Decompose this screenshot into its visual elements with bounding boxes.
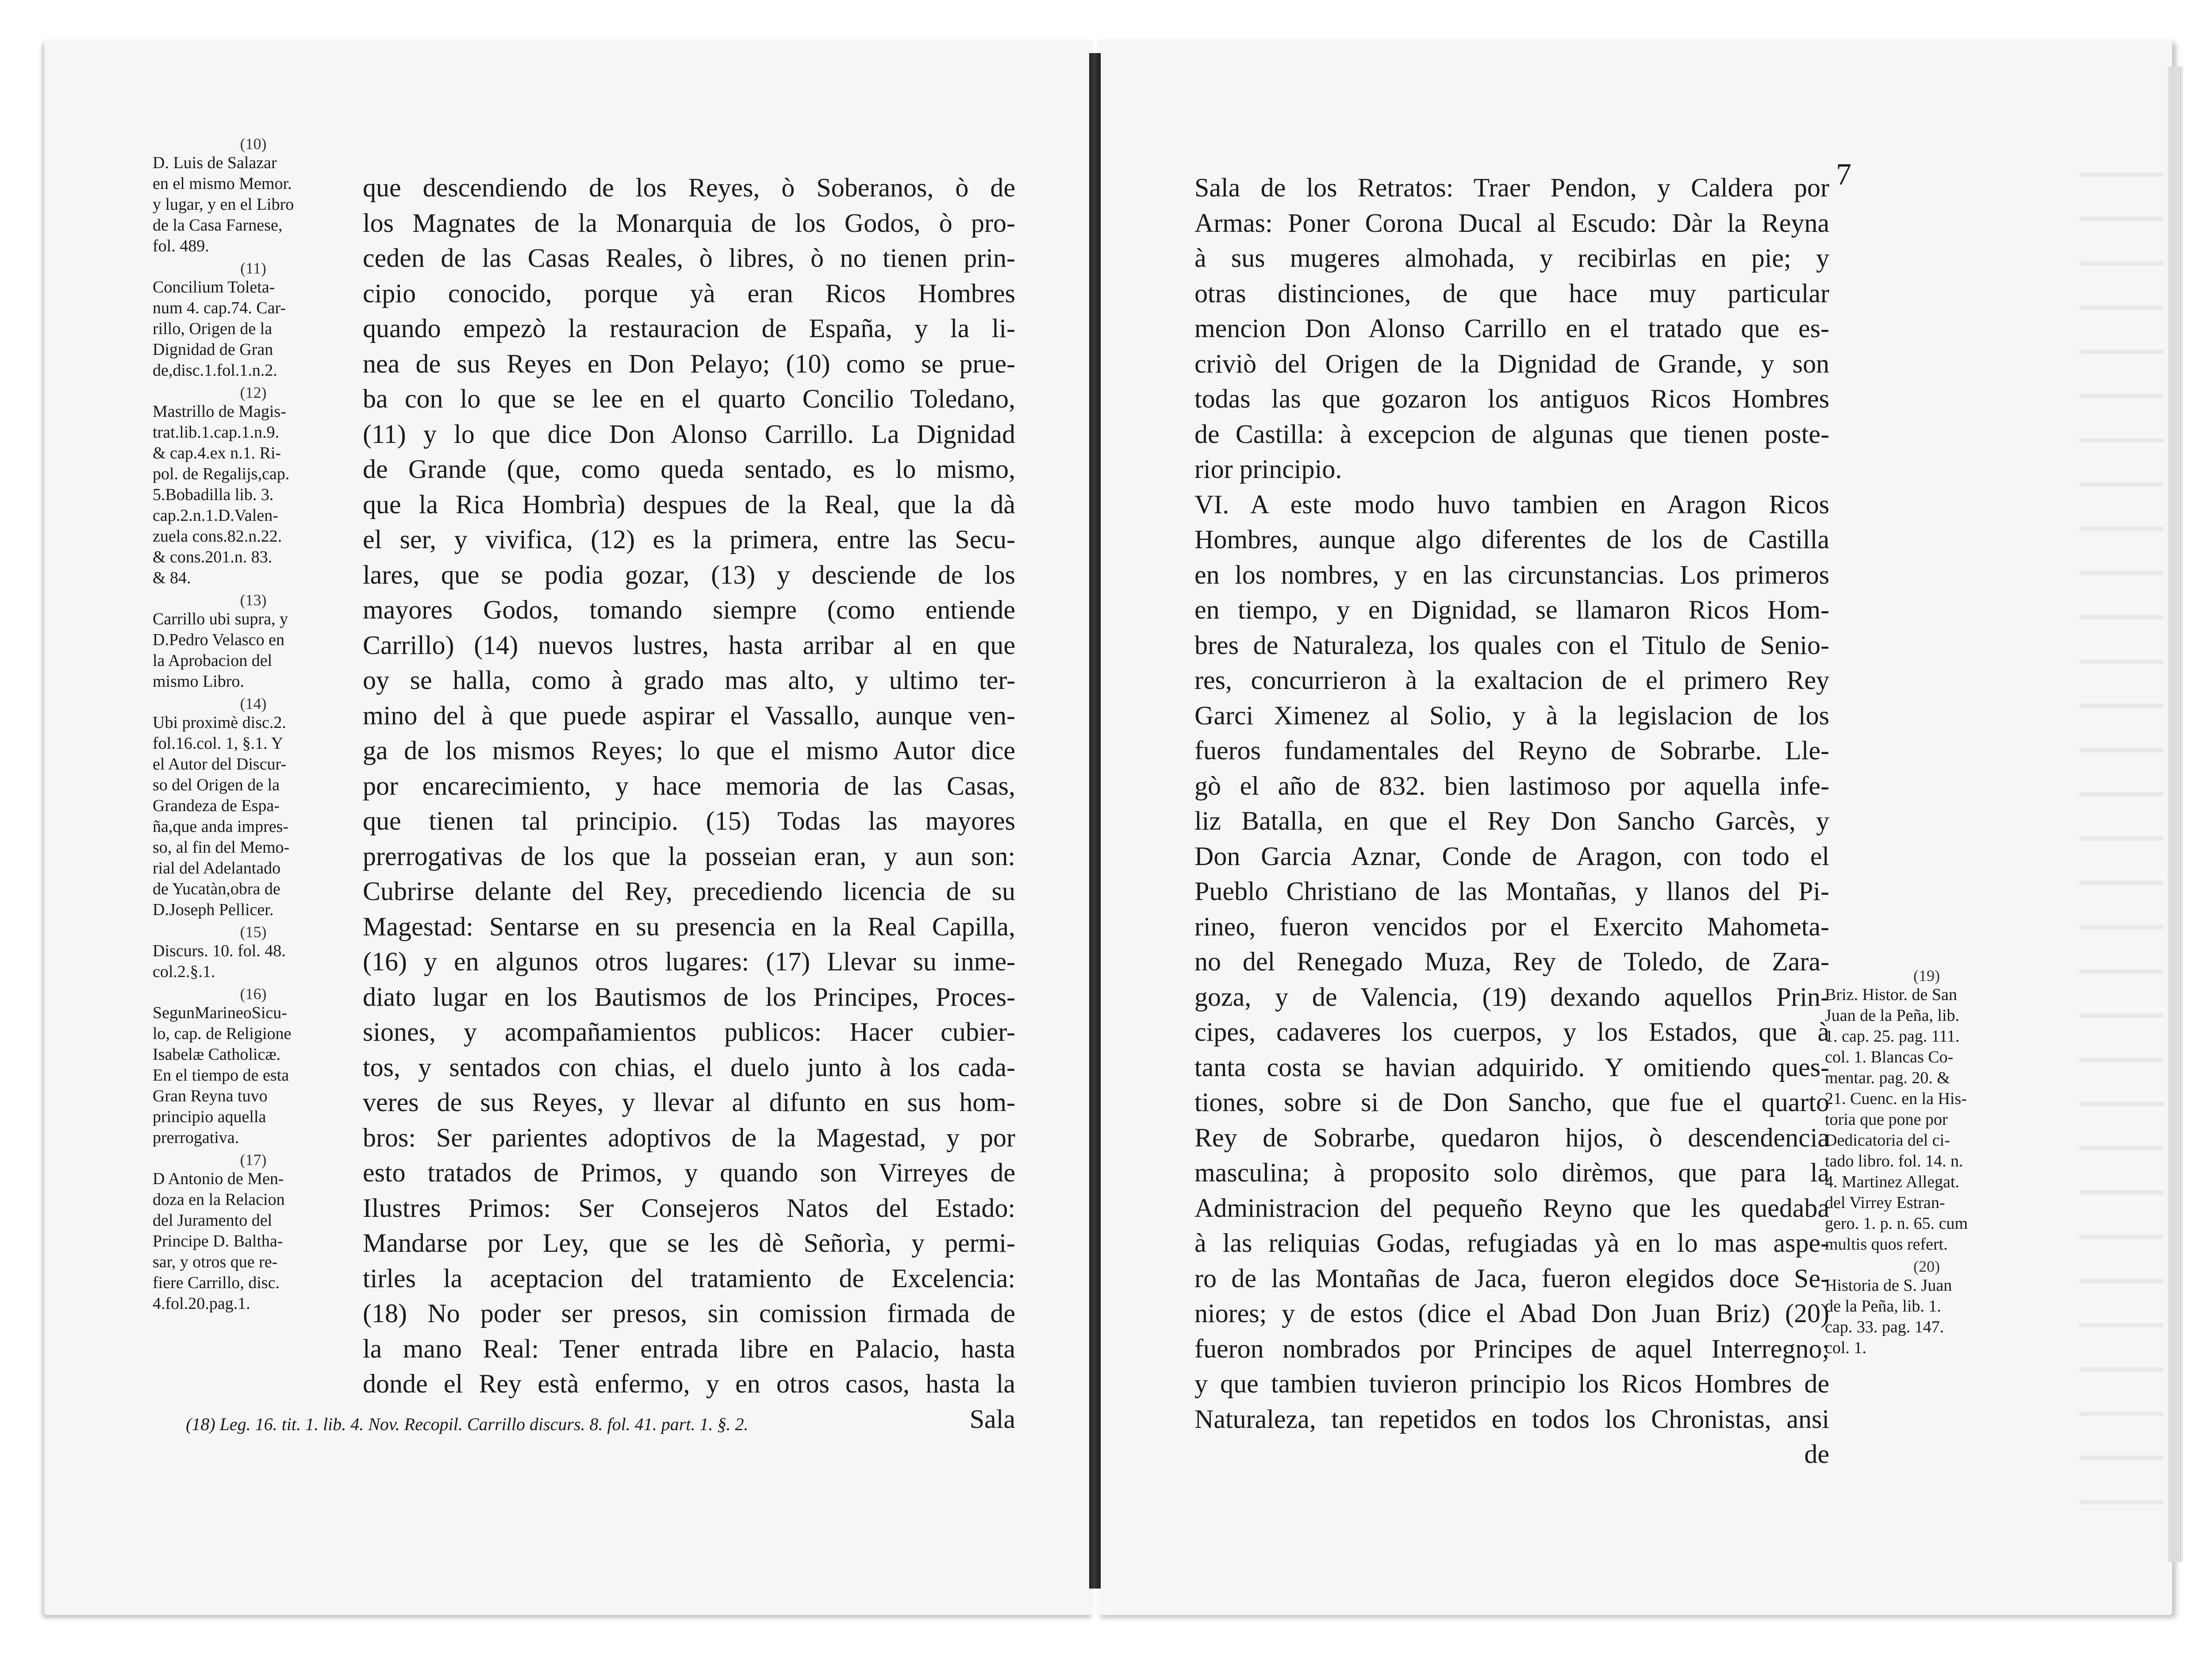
left-footnote: (18) Leg. 16. tit. 1. lib. 4. Nov. Recopil. Carrillo discurs. 8. fol. 41. part. 1. §. 2. bbox=[186, 1414, 749, 1434]
left-body-text bbox=[363, 170, 1015, 1437]
text-line: liz Batalla, en que el Rey Don Sancho Garcès, y bbox=[1194, 806, 1829, 835]
margin-note-line: 4. Martinez Allegat. bbox=[1825, 1173, 1959, 1191]
margin-note-line: SegunMarineoSicu- bbox=[153, 1004, 287, 1022]
margin-note-number: (17) bbox=[240, 1151, 267, 1169]
text-line: Carrillo) (14) nuevos lustres, hasta arribar al en que bbox=[363, 630, 1015, 660]
text-line: gò el año de 832. bien lastimoso por aquella infe- bbox=[1194, 771, 1829, 800]
text-line: mencion Don Alonso Carrillo en el tratado que es- bbox=[1194, 314, 1829, 343]
text-line: Garci Ximenez al Solio, y à la legislacion de los bbox=[1194, 700, 1829, 730]
margin-note-line: so del Origen de la bbox=[153, 776, 280, 794]
margin-note-line: tado libro. fol. 14. n. bbox=[1825, 1152, 1963, 1170]
margin-note-line: mentar. pag. 20. & bbox=[1825, 1069, 1950, 1087]
right-margin-notes bbox=[1825, 967, 2028, 1361]
margin-note-number: (20) bbox=[1913, 1258, 1940, 1275]
text-line: los Magnates de la Monarquia de los Godos, ò pro- bbox=[363, 208, 1015, 238]
text-line: oy se halla, como à grado mas alto, y ultimo ter- bbox=[363, 666, 1015, 695]
text-line: diato lugar en los Bautismos de los Principes, Proces- bbox=[363, 982, 1015, 1012]
margin-note-line: Briz. Histor. de San bbox=[1825, 985, 1957, 1004]
margin-note-number: (11) bbox=[240, 259, 266, 277]
text-line: bros: Ser parientes adoptivos de la Magestad, y por bbox=[363, 1123, 1015, 1152]
margin-note-line: & 84. bbox=[153, 569, 191, 587]
margin-note-line: D. Luis de Salazar bbox=[153, 154, 277, 172]
text-line: ba con lo que se lee en el quarto Concilio Toledano, bbox=[363, 384, 1015, 413]
margin-note-line: la Aprobacion del bbox=[153, 651, 273, 670]
text-line: que la Rica Hombrìa) despues de la Real, que la dà bbox=[363, 489, 1015, 519]
margin-note bbox=[153, 695, 354, 920]
text-line: donde el Rey està enfermo, y en otros casos, hasta la bbox=[363, 1369, 1015, 1398]
margin-note-line: rillo, Origen de la bbox=[153, 319, 273, 338]
text-line: nea de sus Reyes en Don Pelayo; (10) como se prue- bbox=[363, 349, 1015, 378]
margin-note-line: ña,que anda impres- bbox=[153, 817, 289, 836]
text-line: Sala de los Retratos: Traer Pendon, y Caldera por bbox=[1194, 173, 1829, 202]
margin-note-line: Dignidad de Gran bbox=[153, 340, 273, 359]
right-body-text bbox=[1194, 170, 1829, 1472]
text-line: de Castilla: à excepcion de algunas que tienen poste- bbox=[1194, 419, 1829, 449]
text-line: ceden de las Casas Reales, ò libres, ò no tienen prin- bbox=[363, 243, 1015, 273]
margin-note-line: prerrogativa. bbox=[153, 1128, 239, 1147]
margin-note-line: 21. Cuenc. en la His- bbox=[1825, 1089, 1967, 1108]
text-line: veres de sus Reyes, y llevar al difunto en sus hom- bbox=[363, 1088, 1015, 1117]
text-line: Don Garcia Aznar, Conde de Aragon, con todo el bbox=[1194, 841, 1829, 871]
text-line: y que tambien tuvieron principio los Ricos Hombres de bbox=[1194, 1369, 1829, 1398]
text-line: niores; y de estos (dice el Abad Don Juan Briz) (20) bbox=[1194, 1299, 1829, 1328]
text-line: Cubrirse delante del Rey, precediendo licencia de su bbox=[363, 877, 1015, 906]
margin-note-line: y lugar, y en el Libro bbox=[153, 195, 294, 214]
margin-note-number: (14) bbox=[240, 695, 267, 712]
margin-note-line: cap.2.n.1.D.Valen- bbox=[153, 506, 278, 525]
text-line: tanta costa se havian adquirido. Y omitiendo ques- bbox=[1194, 1052, 1829, 1082]
text-line: goza, y de Valencia, (19) dexando aquellos Prin- bbox=[1194, 982, 1829, 1012]
text-line: mino del à que puede aspirar el Vassallo, aunque ven- bbox=[363, 700, 1015, 730]
text-line: siones, y acompañamientos publicos: Hacer cubier- bbox=[363, 1017, 1015, 1046]
text-line: otras distinciones, de que hace muy particular bbox=[1194, 278, 1829, 308]
text-line: en los nombres, y en las circunstancias. Los primeros bbox=[1194, 560, 1829, 589]
text-line: que tienen tal principio. (15) Todas las mayores bbox=[363, 806, 1015, 835]
margin-note-line: mismo Libro. bbox=[153, 672, 244, 691]
text-line: en tiempo, y en Dignidad, se llamaron Ricos Hom- bbox=[1194, 595, 1829, 624]
text-line: Hombres, aunque algo diferentes de los de Castilla bbox=[1194, 525, 1829, 554]
margin-note-line: Discurs. 10. fol. 48. bbox=[153, 942, 286, 960]
margin-note-line: fiere Carrillo, disc. bbox=[153, 1273, 280, 1292]
margin-note-line: rial del Adelantado bbox=[153, 859, 281, 877]
text-line: tiones, sobre si de Don Sancho, que fue el quarto bbox=[1194, 1088, 1829, 1117]
margin-note-line: col.2.§.1. bbox=[153, 962, 215, 981]
text-line: fueros fundamentales del Reyno de Sobrarbe. Lle- bbox=[1194, 736, 1829, 765]
margin-note-line: Carrillo ubi supra, y bbox=[153, 610, 288, 628]
margin-note bbox=[1825, 1258, 2028, 1358]
margin-note-line: fol.16.col. 1, §.1. Y bbox=[153, 734, 284, 753]
margin-note-line: Grandeza de Espa- bbox=[153, 796, 280, 815]
margin-note-line: de,disc.1.fol.1.n.2. bbox=[153, 361, 277, 380]
margin-note-line: Ubi proximè disc.2. bbox=[153, 713, 286, 732]
text-line: rior principio. bbox=[1194, 454, 1342, 484]
margin-note bbox=[153, 259, 354, 381]
page-number: 7 bbox=[1836, 158, 1851, 192]
text-line: masculina; à proposito solo dirèmos, que para la bbox=[1194, 1158, 1829, 1187]
margin-note bbox=[153, 135, 354, 257]
text-line: por encarecimiento, y hace memoria de las Casas, bbox=[363, 771, 1015, 800]
text-line: ga de los mismos Reyes; lo que el mismo Autor dice bbox=[363, 736, 1015, 765]
margin-note-line: col. 1. Blancas Co- bbox=[1825, 1048, 1954, 1066]
margin-note-line: & cons.201.n. 83. bbox=[153, 548, 273, 566]
show-through-text bbox=[2079, 133, 2163, 1504]
text-line: cipio conocido, porque yà eran Ricos Hombres bbox=[363, 278, 1015, 308]
text-line: Rey de Sobrarbe, quedaron hijos, ò descendencia bbox=[1194, 1123, 1829, 1152]
margin-note bbox=[153, 591, 354, 692]
margin-note-number: (19) bbox=[1913, 967, 1940, 985]
text-line: rineo, fueron vencidos por el Exercito Mahometa- bbox=[1194, 912, 1829, 941]
margin-note-line: trat.lib.1.cap.1.n.9. bbox=[153, 423, 279, 442]
margin-note-line: en el mismo Memor. bbox=[153, 174, 292, 193]
margin-note-line: principio aquella bbox=[153, 1108, 266, 1126]
margin-note-line: Juan de la Peña, lib. bbox=[1825, 1006, 1959, 1025]
margin-note-line: 4.fol.20.pag.1. bbox=[153, 1294, 250, 1313]
margin-note-line: Principe D. Baltha- bbox=[153, 1232, 283, 1250]
text-line: Mandarse por Ley, que se les dè Señorìa, y permi- bbox=[363, 1228, 1015, 1258]
margin-note-line: D.Pedro Velasco en bbox=[153, 631, 284, 649]
margin-note-line: el Autor del Discur- bbox=[153, 755, 287, 773]
margin-note-line: so, al fin del Memo- bbox=[153, 838, 290, 857]
text-line: prerrogativas de los que la posseian eran, y aun son: bbox=[363, 841, 1015, 871]
page-edges bbox=[2168, 66, 2183, 1562]
left-margin-notes bbox=[153, 135, 354, 1317]
margin-note bbox=[153, 985, 354, 1148]
margin-note bbox=[153, 384, 354, 589]
book-gutter bbox=[1089, 53, 1101, 1589]
margin-note-line: doza en la Relacion bbox=[153, 1190, 285, 1209]
margin-note-number: (16) bbox=[240, 985, 267, 1003]
text-line: à sus mugeres almohada, y recibirlas en pie; y bbox=[1194, 243, 1829, 273]
margin-note-number: (12) bbox=[240, 384, 267, 401]
text-line: Pueblo Christiano de las Montañas, y llanos del Pi- bbox=[1194, 877, 1829, 906]
catchword: de bbox=[1804, 1439, 1829, 1469]
text-line: res, concurrieron à la exaltacion de el primero Rey bbox=[1194, 666, 1829, 695]
text-line: de Grande (que, como queda sentado, es lo mismo, bbox=[363, 454, 1015, 484]
margin-note-line: D.Joseph Pellicer. bbox=[153, 900, 274, 919]
margin-note-line: de Yucatàn,obra de bbox=[153, 880, 280, 898]
text-line: que descendiendo de los Reyes, ò Soberanos, ò de bbox=[363, 173, 1015, 202]
margin-note-line: Dedicatoria del ci- bbox=[1825, 1131, 1950, 1150]
text-line: Administracion del pequeño Reyno que les quedaba bbox=[1194, 1193, 1829, 1223]
margin-note-line: sar, y otros que re- bbox=[153, 1253, 278, 1271]
margin-note-line: 1. cap. 25. pag. 111. bbox=[1825, 1027, 1960, 1046]
text-line: Armas: Poner Corona Ducal al Escudo: Dàr la Reyna bbox=[1194, 208, 1829, 238]
margin-note bbox=[1825, 967, 2028, 1255]
text-line: la mano Real: Tener entrada libre en Palacio, hasta bbox=[363, 1334, 1015, 1363]
margin-note-line: gero. 1. p. n. 65. cum bbox=[1825, 1214, 1968, 1233]
margin-note-line: lo, cap. de Religione bbox=[153, 1024, 292, 1043]
text-line: no del Renegado Muza, Rey de Toledo, de Zara- bbox=[1194, 947, 1829, 976]
margin-note-line: 5.Bobadilla lib. 3. bbox=[153, 485, 274, 504]
text-line: cipes, cadaveres los cuerpos, y los Estados, que à bbox=[1194, 1017, 1829, 1046]
margin-note-number: (13) bbox=[240, 591, 267, 609]
text-line: VI. A este modo huvo tambien en Aragon Ricos bbox=[1194, 489, 1829, 519]
margin-note-line: Isabelæ Catholicæ. bbox=[153, 1045, 281, 1064]
margin-note bbox=[153, 923, 354, 982]
margin-note-line: toria que pone por bbox=[1825, 1110, 1948, 1129]
text-line: tirles la aceptacion del tratamiento de Excelencia: bbox=[363, 1263, 1015, 1293]
margin-note-line: zuela cons.82.n.22. bbox=[153, 527, 282, 546]
margin-note-line: Historia de S. Juan bbox=[1825, 1276, 1952, 1295]
margin-note-line: pol. de Regalijs,cap. bbox=[153, 465, 290, 483]
margin-note-line: Concilium Toleta- bbox=[153, 278, 275, 296]
catchword: Sala bbox=[969, 1404, 1015, 1434]
text-line: mayores Godos, tomando siempre (como entiende bbox=[363, 595, 1015, 624]
margin-note-line: de la Casa Farnese, bbox=[153, 216, 283, 235]
text-line: à las reliquias Godas, refugiadas yà en lo mas aspe- bbox=[1194, 1228, 1829, 1258]
text-line: (18) No poder ser presos, sin comission firmada de bbox=[363, 1299, 1015, 1328]
margin-note-line: de la Peña, lib. 1. bbox=[1825, 1297, 1941, 1316]
margin-note-line: Mastrillo de Magis- bbox=[153, 402, 286, 421]
text-line: quando empezò la restauracion de España, y la li- bbox=[363, 314, 1015, 343]
margin-note-line: cap. 33. pag. 147. bbox=[1825, 1318, 1944, 1336]
text-line: ro de las Montañas de Jaca, fueron elegidos doce Se- bbox=[1194, 1263, 1829, 1293]
text-line: criviò del Origen de la Dignidad de Grande, y son bbox=[1194, 349, 1829, 378]
text-line: tos, y sentados con chias, el duelo junto à los cada- bbox=[363, 1052, 1015, 1082]
margin-note-line: D Antonio de Men- bbox=[153, 1170, 284, 1188]
text-line: esto tratados de Primos, y quando son Virreyes de bbox=[363, 1158, 1015, 1187]
margin-note-line: col. 1. bbox=[1825, 1339, 1866, 1357]
margin-note-line: & cap.4.ex n.1. Ri- bbox=[153, 444, 281, 462]
text-line: lares, que se podia gozar, (13) y desciende de los bbox=[363, 560, 1015, 589]
text-line: fueron nombrados por Principes de aquel Interregno; bbox=[1194, 1334, 1829, 1363]
margin-note-line: del Virrey Estran- bbox=[1825, 1193, 1945, 1212]
margin-note-line: En el tiempo de esta bbox=[153, 1066, 289, 1085]
margin-note bbox=[153, 1151, 354, 1314]
margin-note-line: fol. 489. bbox=[153, 237, 209, 255]
margin-note-number: (10) bbox=[240, 135, 267, 153]
margin-note-line: Gran Reyna tuvo bbox=[153, 1087, 268, 1105]
text-line: (16) y en algunos otros lugares: (17) Llevar su inme- bbox=[363, 947, 1015, 976]
text-line: bres de Naturaleza, los quales con el Titulo de Senio- bbox=[1194, 630, 1829, 660]
text-line: todas las que gozaron los antiguos Ricos Hombres bbox=[1194, 384, 1829, 413]
margin-note-line: multis quos refert. bbox=[1825, 1235, 1948, 1254]
margin-note-line: num 4. cap.74. Car- bbox=[153, 299, 286, 317]
text-line: Ilustres Primos: Ser Consejeros Natos del Estado: bbox=[363, 1193, 1015, 1223]
text-line: (11) y lo que dice Don Alonso Carrillo. La Dignidad bbox=[363, 419, 1015, 449]
text-line: Magestad: Sentarse en su presencia en la Real Capilla, bbox=[363, 912, 1015, 941]
text-line: Naturaleza, tan repetidos en todos los Chronistas, ansi bbox=[1194, 1404, 1829, 1434]
margin-note-number: (15) bbox=[240, 923, 267, 941]
margin-note-line: del Juramento del bbox=[153, 1211, 273, 1230]
text-line: el ser, y vivifica, (12) es la primera, entre las Secu- bbox=[363, 525, 1015, 554]
